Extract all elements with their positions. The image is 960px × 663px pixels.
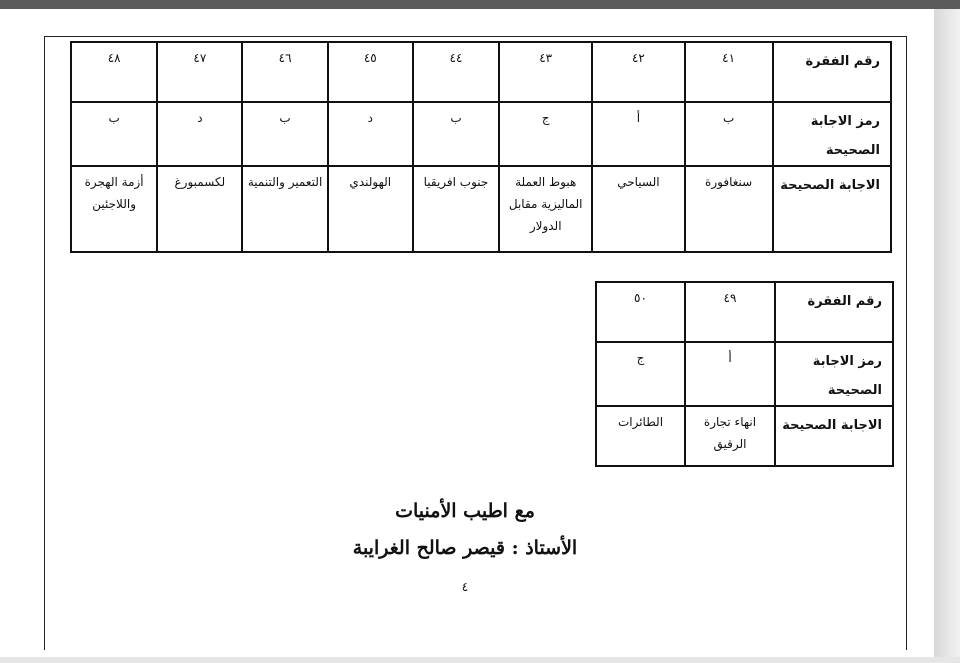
answer-code: أ xyxy=(592,102,684,166)
page-number: ٤ xyxy=(461,580,469,594)
row-label: الاجابة الصحيحة xyxy=(775,406,893,466)
question-number: ٤٨ xyxy=(71,42,157,102)
correct-answer: هبوط العملة الماليزية مقابل الدولار xyxy=(499,166,592,252)
question-number: ٤٧ xyxy=(157,42,242,102)
answer-code: أ xyxy=(685,342,775,406)
answer-code-row xyxy=(596,342,893,406)
question-number-row xyxy=(596,282,893,342)
row-label: رقم الفقرة xyxy=(773,42,891,102)
row-label: رمز الاجابة الصحيحة xyxy=(773,102,891,166)
answer-code: ب xyxy=(685,102,773,166)
question-number: ٤١ xyxy=(685,42,773,102)
question-number: ٤٥ xyxy=(328,42,413,102)
correct-answer-row xyxy=(596,406,893,466)
answer-table-1 xyxy=(70,41,892,253)
answer-code: د xyxy=(157,102,242,166)
correct-answer-row xyxy=(71,166,891,252)
correct-answer: أزمة الهجرة واللاجئين xyxy=(71,166,157,252)
answer-code: ج xyxy=(596,342,685,406)
correct-answer: انهاء تجارة الرقيق xyxy=(685,406,775,466)
answer-table-2 xyxy=(595,281,894,467)
correct-answer: سنغافورة xyxy=(685,166,773,252)
question-number: ٤٤ xyxy=(413,42,499,102)
answer-code: د xyxy=(328,102,413,166)
question-number: ٤٣ xyxy=(499,42,592,102)
answer-code: ب xyxy=(413,102,499,166)
question-number: ٤٩ xyxy=(685,282,775,342)
answer-code-row xyxy=(71,102,891,166)
page-shadow xyxy=(934,9,960,663)
question-number-row xyxy=(71,42,891,102)
correct-answer: جنوب افريقيا xyxy=(413,166,499,252)
correct-answer: التعمير والتنمية xyxy=(242,166,327,252)
correct-answer: الطائرات xyxy=(596,406,685,466)
page-shadow-bottom xyxy=(0,657,960,663)
correct-answer: السياحي xyxy=(592,166,684,252)
closing-wishes: مع اطيب الأمنيات xyxy=(395,500,535,522)
answer-code: ج xyxy=(499,102,592,166)
answer-code: ب xyxy=(71,102,157,166)
correct-answer: الهولندي xyxy=(328,166,413,252)
question-number: ٤٦ xyxy=(242,42,327,102)
row-label: رقم الفقرة xyxy=(775,282,893,342)
question-number: ٤٢ xyxy=(592,42,684,102)
teacher-signature: الأستاذ : قيصر صالح الغرايبة xyxy=(352,537,578,559)
row-label: رمز الاجابة الصحيحة xyxy=(775,342,893,406)
correct-answer: لكسمبورغ xyxy=(157,166,242,252)
row-label: الاجابة الصحيحة xyxy=(773,166,891,252)
question-number: ٥٠ xyxy=(596,282,685,342)
answer-code: ب xyxy=(242,102,327,166)
